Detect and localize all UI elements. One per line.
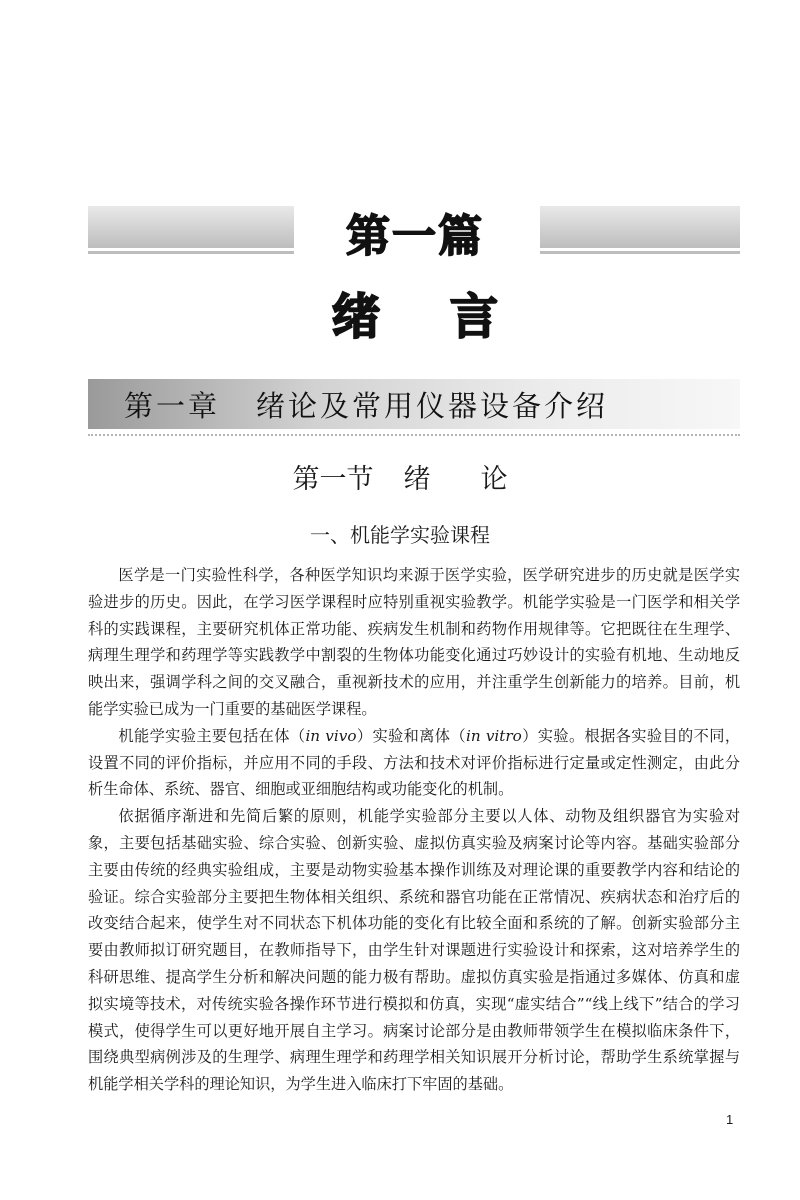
subsection-heading: 一、机能学实验课程 bbox=[310, 523, 490, 547]
chapter-divider bbox=[88, 432, 740, 436]
section-number: 第一节 bbox=[292, 464, 374, 495]
part-subtitle-char-1: 绪 bbox=[331, 289, 380, 345]
chapter-title: 绪论及常用仪器设备介绍 bbox=[256, 389, 609, 423]
part-banner-right-bar bbox=[540, 206, 740, 248]
paragraph-1: 医学是一门实验性科学，各种医学知识均来源于医学实验，医学研究进步的历史就是医学实验进步的历史。因此，在学习医学课程时应特别重视实验教学。机能学实验是一门医学和相关学科的实践课程，主要研究机体正常功能、疾病发生机制和药物作用规律等。它把既往在生理学、病理生理学和药理学等实践教学中割裂的生物体功能变化通过巧妙设计的实验有机地、生动地反映出来，强调学科之间的交叉融合，重视新技术的应用，并注重学生创新能力的培养。目前，机能学实验已成为一门重要的基础医学课程。 bbox=[88, 566, 740, 718]
in-vivo-term: in vivo bbox=[305, 726, 357, 745]
in-vitro-term: in vitro bbox=[465, 726, 522, 745]
part-banner-left-bar bbox=[88, 206, 294, 248]
chapter-number: 第一章 bbox=[124, 389, 221, 423]
part-subtitle-char-2: 言 bbox=[450, 289, 499, 345]
section-title-char-1: 绪 bbox=[403, 464, 431, 495]
body-text bbox=[88, 562, 740, 1098]
paragraph-3: 依据循序渐进和先简后繁的原则，机能学实验部分主要以人体、动物及组织器官为实验对象，主要包括基础实验、综合实验、创新实验、虚拟仿真实验及病案讨论等内容。基础实验部分主要由传统的经典实验组成，主要是动物实验基本操作训练及对理论课的重要教学内容和结论的验证。综合实验部分主要把生物体相关组织、系统和器官功能在正常情况、疾病状态和治疗后的改变结合起来，使学生对不同状态下机体功能的变化有比较全面和系统的了解。创新实验部分主要由教师拟订研究题目，在教师指导下，由学生针对课题进行实验设计和探索，这对培养学生的科研思维、提高学生分析和解决问题的能力极有帮助。虚拟仿真实验是指通过多媒体、仿真和虚拟实境等技术，对传统实验各操作环节进行模拟和仿真，实现“虚实结合”“线上线下”结合的学习模式，使得学生可以更好地开展自主学习。病案讨论部分是由教师带领学生在模拟临床条件下，围绕典型病例涉及的生理学、病理生理学和药理学相关知识展开分析讨论，帮助学生系统掌握与机能学相关学科的理论知识，为学生进入临床打下牢固的基础。 bbox=[88, 807, 740, 1094]
section-heading bbox=[0, 457, 800, 496]
paragraph-2-text-b: ）实验和离体（ bbox=[356, 726, 466, 745]
part-title: 第一篇 bbox=[346, 211, 484, 262]
section-title-char-2: 论 bbox=[480, 464, 508, 495]
chapter-heading bbox=[124, 384, 608, 425]
part-subtitle bbox=[300, 278, 530, 347]
paragraph-2-text-a: 机能学实验主要包括在体（ bbox=[118, 726, 306, 745]
page-number: 1 bbox=[726, 1112, 734, 1127]
paragraph-2-text-c: ）实验。根据各实验目的不同，设置不同的评价指标，并应用不同的手段、方法和技术对评价指标进行定量或定性测定，由此分析生命体、系统、器官、细胞或亚细胞结构或功能变化的机制。 bbox=[88, 726, 741, 799]
paragraph-2 bbox=[88, 723, 740, 803]
